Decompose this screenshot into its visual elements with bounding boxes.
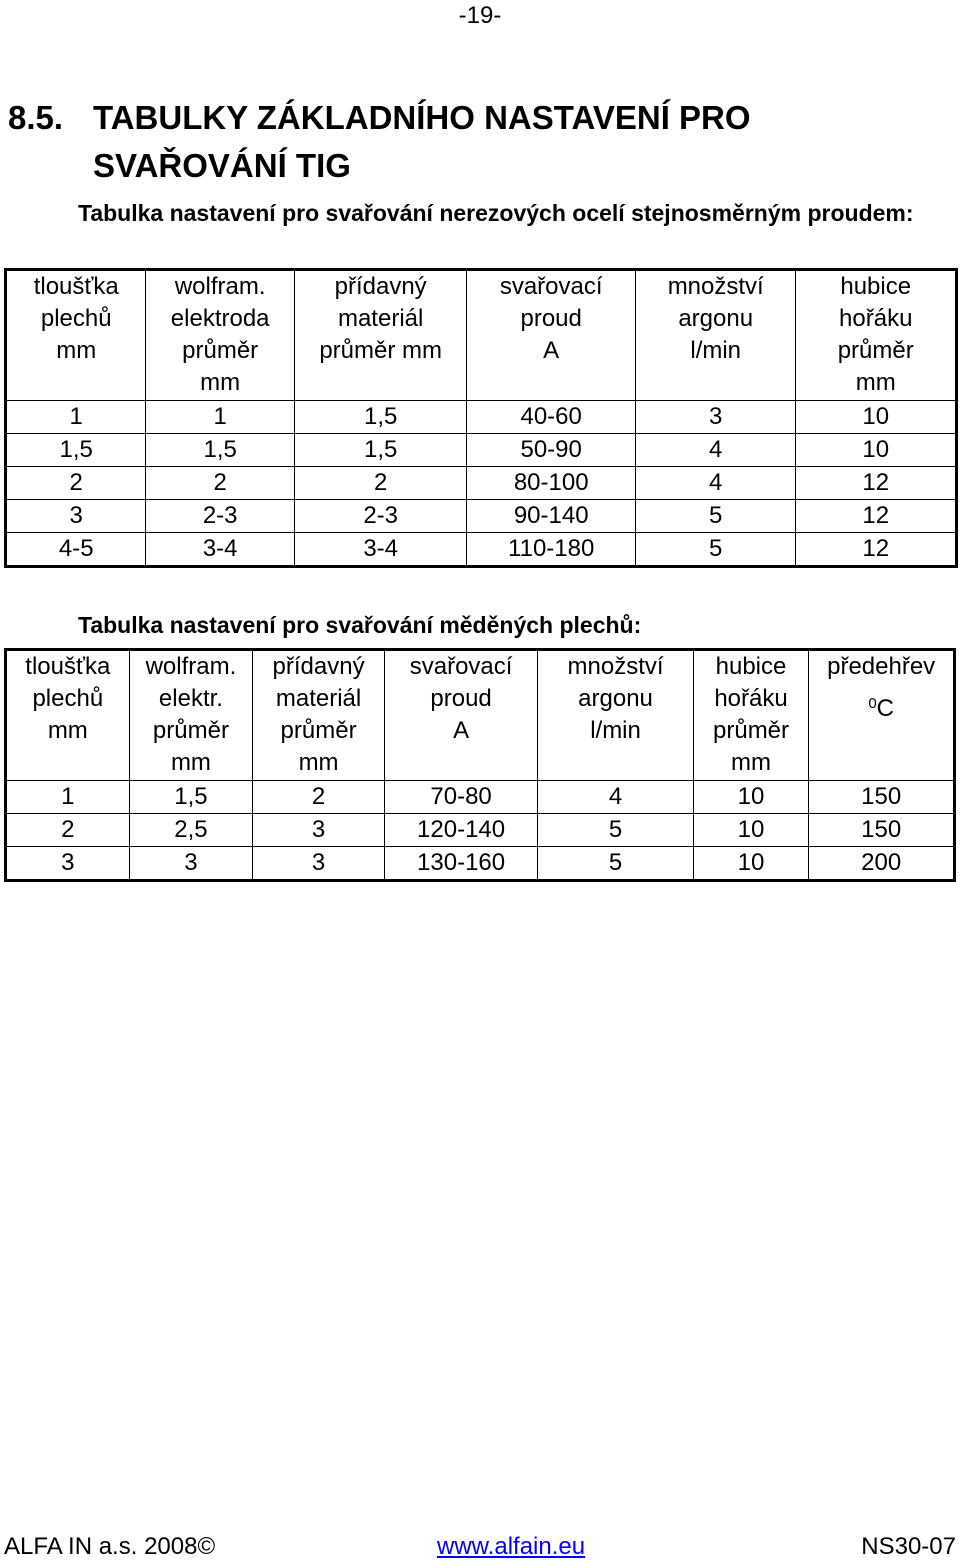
table-cell: 40-60: [467, 401, 636, 434]
table-row: [6, 533, 957, 567]
table-cell: 3: [6, 500, 146, 533]
table-cell: 5: [635, 500, 796, 533]
header-line: svařovací: [499, 273, 603, 300]
table2-col-thickness: [6, 650, 130, 781]
table-cell: 130-160: [384, 847, 537, 881]
table-cell: 2,5: [129, 814, 253, 847]
page-footer: [4, 1532, 956, 1562]
table1-col-thickness: [6, 270, 146, 401]
table-cell: 10: [693, 814, 809, 847]
table-cell: 4-5: [6, 533, 146, 567]
header-line: průměr: [182, 337, 259, 364]
header-line: proud: [520, 305, 582, 332]
header-line: předehřev: [827, 653, 936, 680]
header-line: proud: [430, 685, 492, 712]
header-line: argonu: [678, 305, 754, 332]
table-cell: 70-80: [384, 781, 537, 814]
header-line: mm: [731, 749, 771, 776]
table-cell: 10: [796, 434, 957, 467]
table1-col-nozzle: [796, 270, 957, 401]
header-line: množství: [567, 653, 664, 680]
table-row: [6, 434, 957, 467]
table-row: [6, 781, 955, 814]
table-cell: 1,5: [146, 434, 294, 467]
header-line: plechů: [40, 305, 112, 332]
header-line: materiál: [275, 685, 362, 712]
table2-col-argon: [538, 650, 693, 781]
table-cell: 3: [129, 847, 253, 881]
table-cell: 10: [693, 781, 809, 814]
table-cell: 12: [796, 500, 957, 533]
table2-col-filler: [253, 650, 385, 781]
table-cell: 3-4: [146, 533, 294, 567]
header-line: wolfram.: [145, 653, 237, 680]
table-cell: 4: [635, 467, 796, 500]
footer-copyright: ALFA IN a.s. 2008©: [4, 1533, 216, 1560]
header-line: mm: [855, 369, 896, 396]
copper-settings-table: [4, 648, 956, 882]
table-cell: 4: [538, 781, 693, 814]
table-cell: 1,5: [294, 434, 467, 467]
section-heading: [8, 94, 751, 190]
header-line: přídavný: [272, 653, 365, 680]
table-cell: 1,5: [6, 434, 146, 467]
table-cell: 10: [796, 401, 957, 434]
header-line: mm: [170, 749, 211, 776]
header-line: průměr: [280, 717, 357, 744]
table1-col-current: [467, 270, 636, 401]
table2-col-nozzle: [693, 650, 809, 781]
header-line: l/min: [590, 717, 641, 744]
heading-line-2: SVAŘOVÁNÍ TIG: [93, 147, 351, 184]
header-line: l/min: [690, 337, 742, 364]
table-row: [6, 401, 957, 434]
header-spacer: [809, 683, 953, 693]
header-line: průměr: [837, 337, 914, 364]
header-line: wolfram.: [174, 273, 266, 300]
table-cell: 2-3: [146, 500, 294, 533]
table2-col-electrode: [129, 650, 253, 781]
table2-col-current: [384, 650, 537, 781]
table2-caption: Tabulka nastavení pro svařování měděných plechů:: [78, 612, 642, 638]
header-line: mm: [298, 749, 339, 776]
table-cell: 2-3: [294, 500, 467, 533]
table-cell: 1,5: [294, 401, 467, 434]
table-cell: 2: [146, 467, 294, 500]
table-cell: 2: [294, 467, 467, 500]
stainless-steel-settings-table: [4, 268, 958, 568]
table-cell: 1,5: [129, 781, 253, 814]
header-line: argonu: [578, 685, 653, 712]
header-line: tloušťka: [25, 653, 111, 680]
celsius-unit: C: [876, 695, 894, 722]
table-cell: 1: [6, 401, 146, 434]
header-line: A: [543, 337, 560, 364]
heading-line-1: TABULKY ZÁKLADNÍHO NASTAVENÍ PRO: [93, 99, 751, 136]
header-line: hořáku: [839, 305, 913, 332]
header-line: hubice: [715, 653, 787, 680]
header-line: mm: [47, 717, 88, 744]
table-cell: 1: [6, 781, 130, 814]
table-cell: 5: [635, 533, 796, 567]
header-line: průměr: [713, 717, 790, 744]
table-row: [6, 847, 955, 881]
section-number: 8.5.: [8, 99, 64, 136]
header-line: hubice: [840, 273, 912, 300]
header-line: elektroda: [170, 305, 270, 332]
table-cell: 5: [538, 847, 693, 881]
header-line: průměr: [152, 717, 229, 744]
preheat-unit: [809, 693, 953, 725]
header-line: tloušťka: [33, 273, 119, 300]
table-cell: 1: [146, 401, 294, 434]
table-row: [6, 814, 955, 847]
table-cell: 150: [809, 814, 955, 847]
table-cell: 120-140: [384, 814, 537, 847]
table1-col-filler: [294, 270, 467, 401]
table-cell: 80-100: [467, 467, 636, 500]
table2-header-row: [6, 650, 955, 781]
table-cell: 2: [6, 467, 146, 500]
header-line: přídavný: [334, 273, 427, 300]
header-line: materiál: [337, 305, 424, 332]
table-cell: 5: [538, 814, 693, 847]
table-row: [6, 500, 957, 533]
table-cell: 12: [796, 467, 957, 500]
table-cell: 200: [809, 847, 955, 881]
table-cell: 90-140: [467, 500, 636, 533]
table-cell: 12: [796, 533, 957, 567]
header-line: množství: [667, 273, 764, 300]
table1-header-row: [6, 270, 957, 401]
header-line: svařovací: [409, 653, 513, 680]
footer-website-link[interactable]: www.alfain.eu: [437, 1533, 586, 1560]
table-cell: 10: [693, 847, 809, 881]
footer-document-code: NS30-07: [861, 1533, 956, 1560]
table-cell: 150: [809, 781, 955, 814]
table1-col-electrode: [146, 270, 294, 401]
table-cell: 110-180: [467, 533, 636, 567]
table-row: [6, 467, 957, 500]
table1-col-argon: [635, 270, 796, 401]
table1-caption: Tabulka nastavení pro svařování nerezových ocelí stejnosměrným proudem:: [78, 200, 914, 226]
table-cell: 3: [253, 814, 385, 847]
header-line: A: [453, 717, 470, 744]
table-cell: 3: [635, 401, 796, 434]
header-line: mm: [56, 337, 97, 364]
table2-col-preheat: [809, 650, 955, 781]
header-line: mm: [200, 369, 241, 396]
table-cell: 3: [253, 847, 385, 881]
table-cell: 3: [6, 847, 130, 881]
header-line: průměr mm: [319, 337, 442, 364]
table-cell: 3-4: [294, 533, 467, 567]
page-number: -19-: [458, 2, 502, 29]
table-cell: 2: [253, 781, 385, 814]
header-line: plechů: [32, 685, 104, 712]
table-cell: 50-90: [467, 434, 636, 467]
header-line: hořáku: [714, 685, 788, 712]
table-cell: 4: [635, 434, 796, 467]
table-cell: 2: [6, 814, 130, 847]
degree-superscript: 0: [868, 695, 877, 712]
header-line: elektr.: [158, 685, 223, 712]
